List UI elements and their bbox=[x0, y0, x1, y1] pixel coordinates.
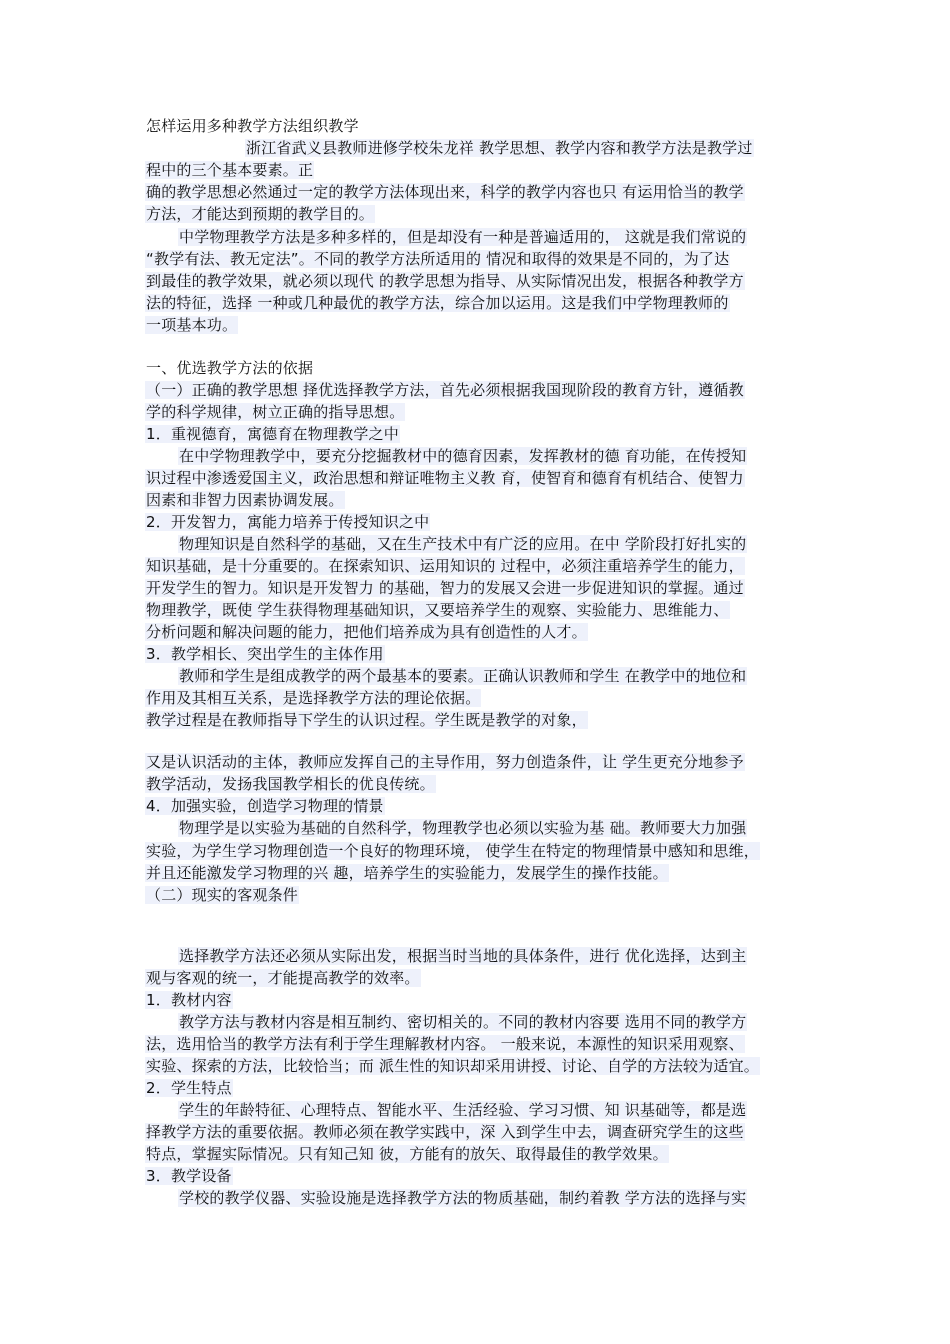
text-line: 中学物理教学方法是多种多样的，但是却没有一种是普遍适用的， 这就是我们常说的 bbox=[179, 228, 747, 246]
text-line: 因素和非智力因素协调发展。 bbox=[146, 491, 344, 509]
text-line: 一项基本功。 bbox=[146, 316, 238, 334]
text-line: 实验，为学生学习物理创造一个良好的物理环境， 使学生在特定的物理情景中感知和思维， bbox=[146, 842, 759, 860]
text-line: 方法，才能达到预期的教学目的。 bbox=[146, 205, 375, 223]
subsection-heading: 3．教学相长、突出学生的主体作用 bbox=[146, 645, 384, 663]
text-line: 浙江省武义县教师进修学校朱龙祥 教学思想、教学内容和教学方法是教学过 bbox=[246, 139, 753, 157]
text-line: 法，选用恰当的教学方法有利于学生理解教材内容。 一般来说，本源性的知识采用观察、 bbox=[146, 1035, 744, 1053]
text-line: 物理知识是自然科学的基础，又在生产技术中有广泛的应用。在中 学阶段打好扎实的 bbox=[179, 535, 747, 553]
text-line: 并且还能激发学习物理的兴 趣，培养学生的实验能力，发展学生的操作技能。 bbox=[146, 864, 668, 882]
section-heading: 一、优选教学方法的依据 bbox=[146, 359, 314, 377]
subsection-heading: 2．学生特点 bbox=[146, 1079, 232, 1097]
subsection-heading: 3．教学设备 bbox=[146, 1167, 232, 1185]
text-line: 分析问题和解决问题的能力，把他们培养成为具有创造性的人才。 bbox=[146, 623, 587, 641]
text-line: 识过程中渗透爱国主义，政治思想和辩证唯物主义教 育，使智育和德育有机结合、使智力 bbox=[146, 469, 744, 487]
text-line: 开发学生的智力。知识是开发智力 的基础，智力的发展又会进一步促进知识的掌握。通过 bbox=[146, 579, 744, 597]
text-line: 教学方法与教材内容是相互制约、密切相关的。不同的教材内容要 选用不同的教学方 bbox=[179, 1013, 747, 1031]
text-line: 又是认识活动的主体，教师应发挥自己的主导作用，努力创造条件，让 学生更充分地参予 bbox=[146, 753, 744, 771]
document-title: 怎样运用多种教学方法组织教学 bbox=[146, 117, 359, 135]
text-line: 教学过程是在教师指导下学生的认识过程。学生既是教学的对象， bbox=[146, 711, 587, 729]
text-line: （一）正确的教学思想 择优选择教学方法，首先必须根据我国现阶段的教育方针，遵循教 bbox=[146, 381, 744, 399]
text-line: 物理学是以实验为基础的自然科学，物理教学也必须以实验为基 础。教师要大力加强 bbox=[179, 819, 747, 837]
subsection-heading: 2．开发智力，寓能力培养于传授知识之中 bbox=[146, 513, 430, 531]
text-line: 择教学方法的重要依据。教师必须在教学实践中，深 入到学生中去，调查研究学生的这些 bbox=[146, 1123, 744, 1141]
subsection-heading: 4．加强实验，创造学习物理的情景 bbox=[146, 797, 384, 815]
text-line: 学生的年龄特征、心理特点、智能水平、生活经验、学习习惯、知 识基础等，都是选 bbox=[179, 1101, 747, 1119]
text-line: 教学活动，发扬我国教学相长的优良传统。 bbox=[146, 775, 435, 793]
subsection-heading: （二）现实的客观条件 bbox=[146, 886, 299, 904]
subsection-heading: 1．重视德育，寓德育在物理教学之中 bbox=[146, 425, 399, 443]
text-line: 程中的三个基本要素。正 bbox=[146, 161, 314, 179]
text-line: 特点，掌握实际情况。只有知己知 彼，方能有的放矢、取得最佳的教学效果。 bbox=[146, 1145, 668, 1163]
text-line: 法的特征，选择 一种或几种最优的教学方法，综合加以运用。这是我们中学物理教师的 bbox=[146, 294, 729, 312]
text-line: 观与客观的统一，才能提高教学的效率。 bbox=[146, 969, 420, 987]
text-line: 到最佳的教学效果，就必须以现代 的教学思想为指导、从实际情况出发，根据各种教学方 bbox=[146, 272, 744, 290]
text-line: 教师和学生是组成教学的两个最基本的要素。正确认识教师和学生 在教学中的地位和 bbox=[179, 667, 747, 685]
text-line: 物理教学，既使 学生获得物理基础知识，又要培养学生的观察、实验能力、思维能力、 bbox=[146, 601, 729, 619]
text-line: 学的科学规律，树立正确的指导思想。 bbox=[146, 403, 405, 421]
text-line: 作用及其相互关系，是选择教学方法的理论依据。 bbox=[146, 689, 481, 707]
text-line: 确的教学思想必然通过一定的教学方法体现出来，科学的教学内容也只 有运用恰当的教学 bbox=[146, 183, 744, 201]
text-line: 实验、探索的方法，比较恰当；而 派生性的知识却采用讲授、讨论、自学的方法较为适宜。 bbox=[146, 1057, 759, 1075]
text-line: 在中学物理教学中，要充分挖掘教材中的德育因素，发挥教材的德 育功能，在传授知 bbox=[179, 447, 747, 465]
text-line: “教学有法、教无定法”。不同的教学方法所适用的 情况和取得的效果是不同的，为了达 bbox=[146, 250, 730, 268]
text-line: 选择教学方法还必须从实际出发，根据当时当地的具体条件，进行 优化选择，达到主 bbox=[179, 947, 747, 965]
subsection-heading: 1．教材内容 bbox=[146, 991, 232, 1009]
text-line: 学校的教学仪器、实验设施是选择教学方法的物质基础，制约着教 学方法的选择与实 bbox=[179, 1189, 747, 1207]
text-line: 知识基础，是十分重要的。在探索知识、运用知识的 过程中，必须注重培养学生的能力， bbox=[146, 557, 744, 575]
